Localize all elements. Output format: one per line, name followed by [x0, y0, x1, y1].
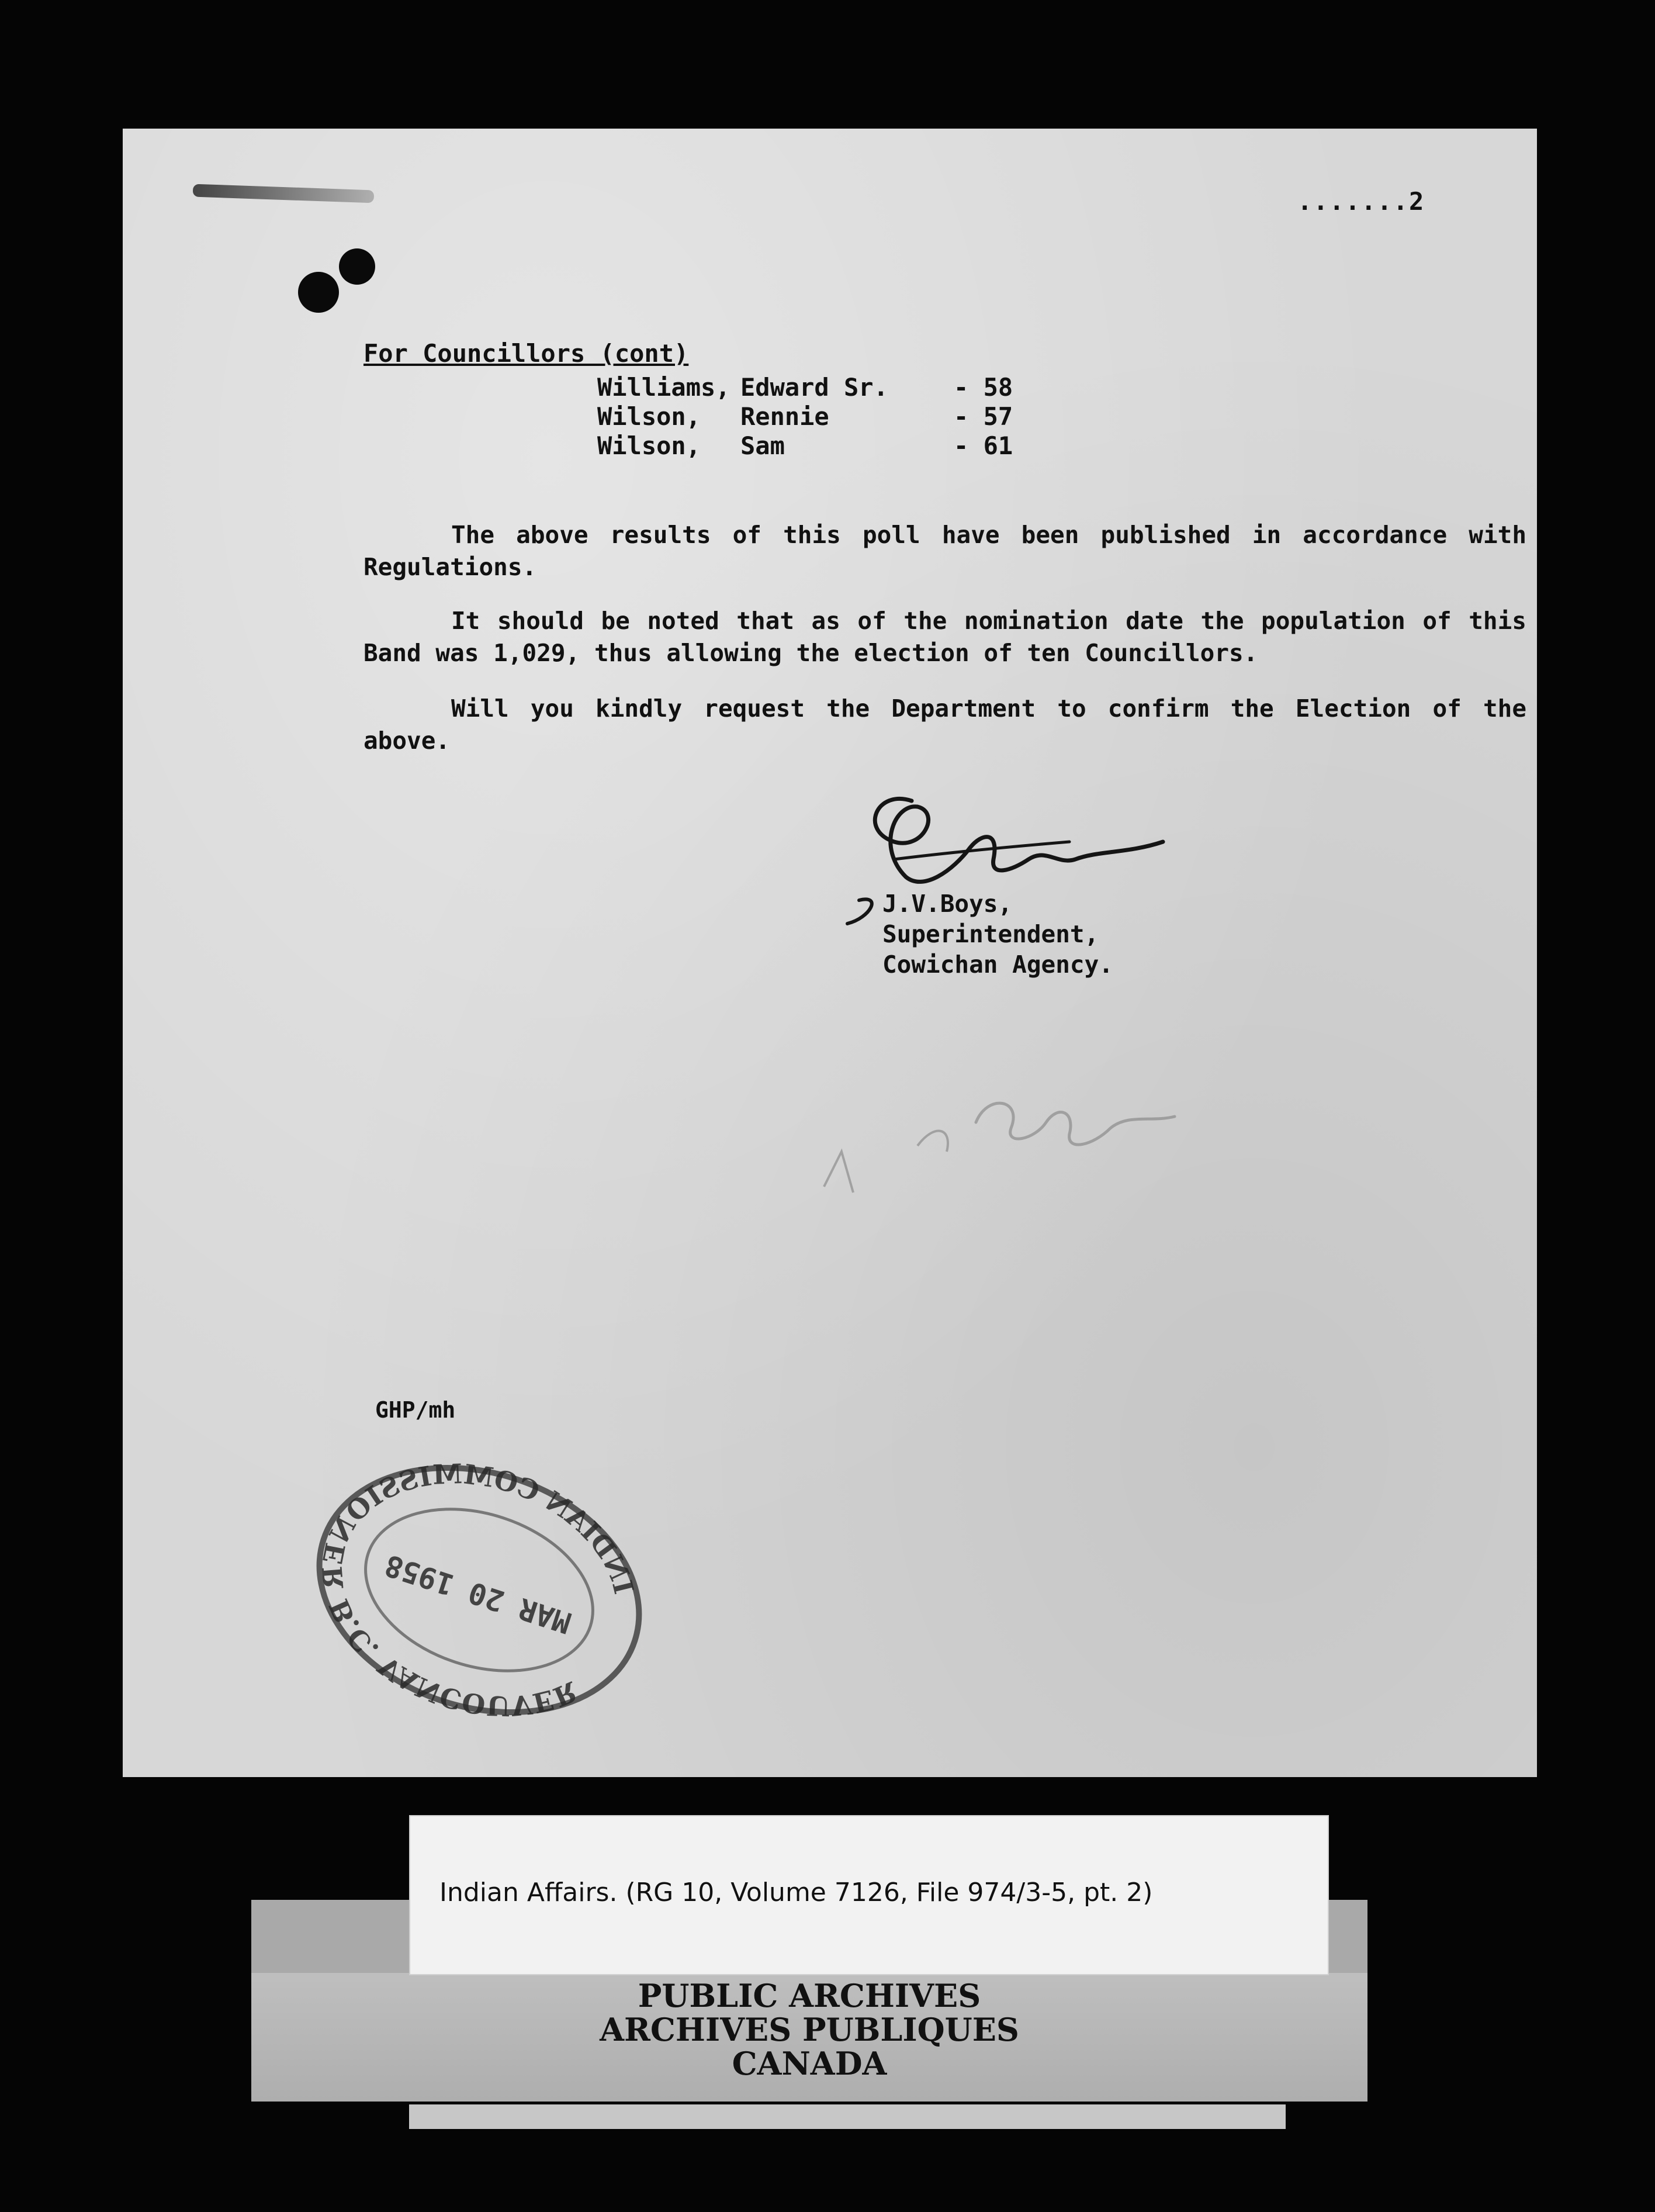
paragraph-request: Will you kindly request the Department to confirm the Election of the above.: [363, 694, 1526, 755]
candidate-given-name: Sam: [740, 431, 785, 460]
paragraph-population-note: It should be noted that as of the nomination date the population of this Band was 1,029, thus allowing the election of ten Councillors.: [363, 607, 1526, 667]
candidate-given-name: Edward Sr.: [740, 373, 888, 402]
candidate-votes: - 58: [954, 373, 1013, 402]
pencil-annotation: [801, 1058, 1210, 1210]
candidate-surname: Wilson,: [597, 402, 701, 431]
archive-card-tab: [251, 1900, 409, 1973]
reference-caption-card: [409, 1815, 1329, 1975]
section-heading: For Councillors (cont): [363, 339, 689, 368]
archive-card-strip: [409, 2104, 1286, 2129]
stamp-date: MAR 20 1958: [380, 1547, 576, 1640]
candidate-surname: Wilson,: [597, 431, 701, 460]
reference-caption: Indian Affairs. (RG 10, Volume 7126, File 974/3-5, pt. 2): [439, 1878, 1153, 1907]
signer-name: J.V.Boys,: [882, 890, 1013, 918]
punch-hole: [298, 272, 339, 313]
candidate-given-name: Rennie: [740, 402, 829, 431]
page-number: .......2: [1297, 187, 1425, 216]
signer-agency: Cowichan Agency.: [882, 951, 1113, 979]
candidate-votes: - 61: [954, 431, 1013, 460]
signer-title: Superintendent,: [882, 920, 1099, 948]
paragraph-results-published: The above results of this poll have been published in accordance with Regulations.: [363, 521, 1526, 581]
stamp-outer-text: INDIAN COMMISSIONER B.C. VANCOUVER: [316, 1458, 640, 1722]
candidate-surname: Williams,: [597, 373, 730, 402]
archive-line-french: ARCHIVES PUBLIQUES: [600, 2011, 1019, 2048]
ink-smudge: [193, 184, 375, 203]
archive-card-tab: [1327, 1900, 1367, 1973]
punch-hole: [339, 248, 375, 285]
document-page: [123, 129, 1537, 1777]
archive-line-english: PUBLIC ARCHIVES: [638, 1977, 981, 2014]
received-stamp: [298, 1456, 660, 1724]
typist-initials: GHP/mh: [375, 1397, 456, 1423]
candidate-votes: - 57: [954, 402, 1013, 431]
archive-line-country: CANADA: [732, 2045, 887, 2082]
signature-block: [882, 889, 1113, 980]
archive-institution-text: [251, 1979, 1367, 2080]
